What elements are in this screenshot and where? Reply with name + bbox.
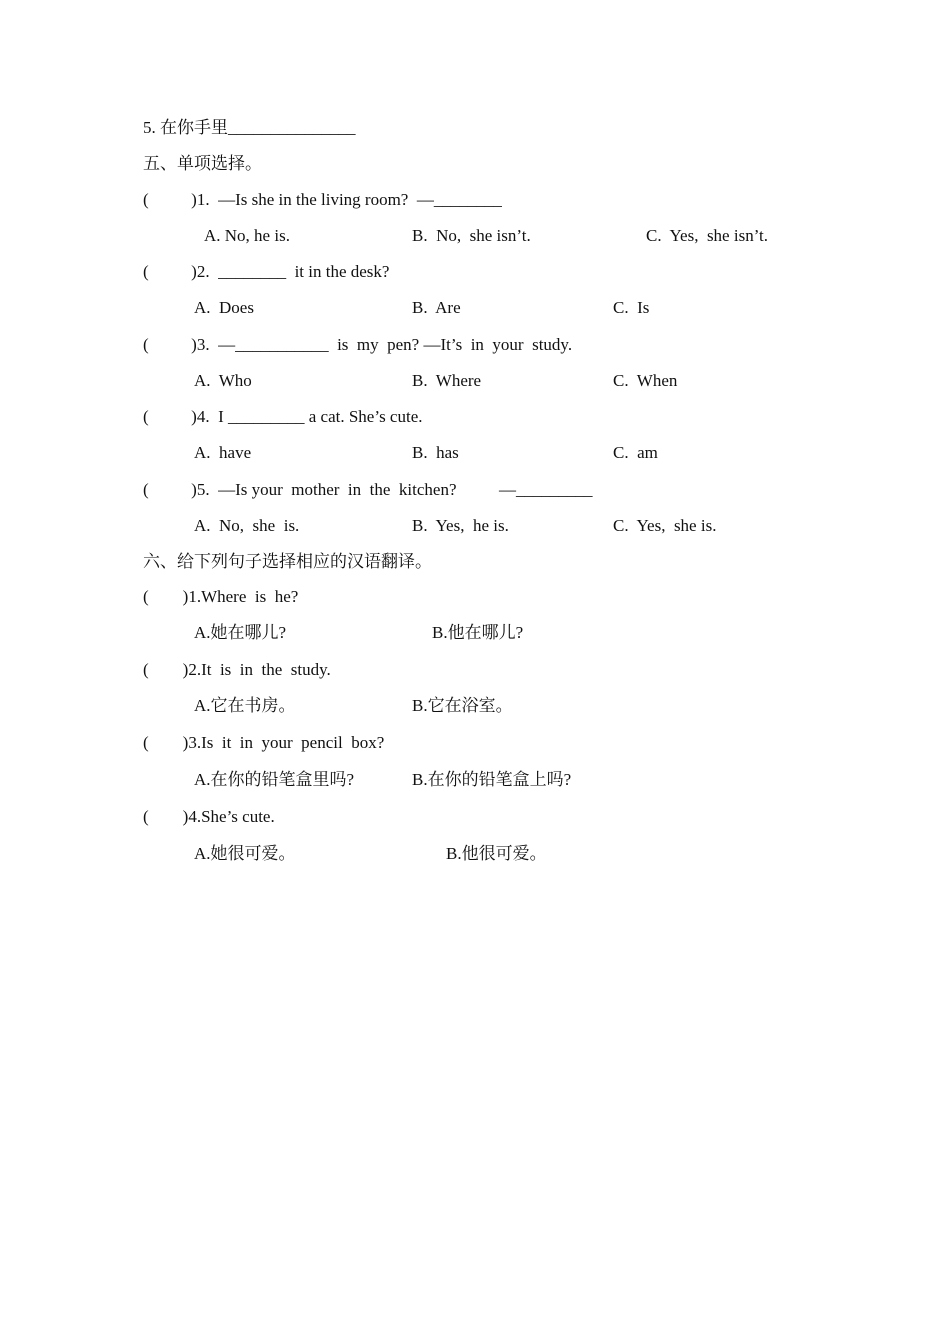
mc-question-2: ( )2. ________ it in the desk?	[143, 262, 390, 281]
tr-question-3: ( )3.Is it in your pencil box?	[143, 733, 385, 752]
mc-q3-option-a: A. Who	[194, 371, 252, 390]
mc-q4-option-b: B. has	[412, 443, 459, 462]
mc-q5-option-b: B. Yes, he is.	[412, 516, 509, 535]
mc-question-3: ( )3. —___________ is my pen? —It’s in your study.	[143, 335, 573, 354]
mc-question-1: ( )1. —Is she in the living room? —________	[143, 190, 502, 209]
mc-question-4: ( )4. I _________ a cat. She’s cute.	[143, 407, 423, 426]
tr-q1-option-b: B.他在哪儿?	[432, 623, 524, 642]
tr-q3-option-b: B.在你的铅笔盒上吗?	[412, 770, 572, 789]
section-five-heading: 五、单项选择。	[143, 154, 262, 173]
tr-q2-option-b: B.它在浴室。	[412, 696, 513, 715]
tr-q4-option-a: A.她很可爱。	[194, 844, 296, 863]
mc-q4-option-c: C. am	[613, 443, 658, 462]
mc-q1-option-c: C. Yes, she isn’t.	[646, 226, 769, 245]
mc-q4-option-a: A. have	[194, 443, 252, 462]
tr-question-4: ( )4.She’s cute.	[143, 807, 275, 826]
tr-question-1: ( )1.Where is he?	[143, 587, 299, 606]
translation-item-5: 5. 在你手里_______________	[143, 118, 356, 137]
tr-q1-option-a: A.她在哪儿?	[194, 623, 287, 642]
mc-q1-option-a: A. No, he is.	[204, 226, 290, 245]
mc-q3-option-c: C. When	[613, 371, 678, 390]
tr-q4-option-b: B.他很可爱。	[446, 844, 547, 863]
tr-q2-option-a: A.它在书房。	[194, 696, 296, 715]
mc-q5-option-a: A. No, she is.	[194, 516, 300, 535]
mc-q5-option-c: C. Yes, she is.	[613, 516, 717, 535]
mc-q1-option-b: B. No, she isn’t.	[412, 226, 531, 245]
mc-q2-option-c: C. Is	[613, 298, 650, 317]
mc-q2-option-b: B. Are	[412, 298, 461, 317]
mc-question-5: ( )5. —Is your mother in the kitchen? —_________	[143, 480, 593, 499]
tr-q3-option-a: A.在你的铅笔盒里吗?	[194, 770, 355, 789]
tr-question-2: ( )2.It is in the study.	[143, 660, 331, 679]
mc-q2-option-a: A. Does	[194, 298, 254, 317]
mc-q3-option-b: B. Where	[412, 371, 482, 390]
section-six-heading: 六、给下列句子选择相应的汉语翻译。	[143, 552, 432, 571]
